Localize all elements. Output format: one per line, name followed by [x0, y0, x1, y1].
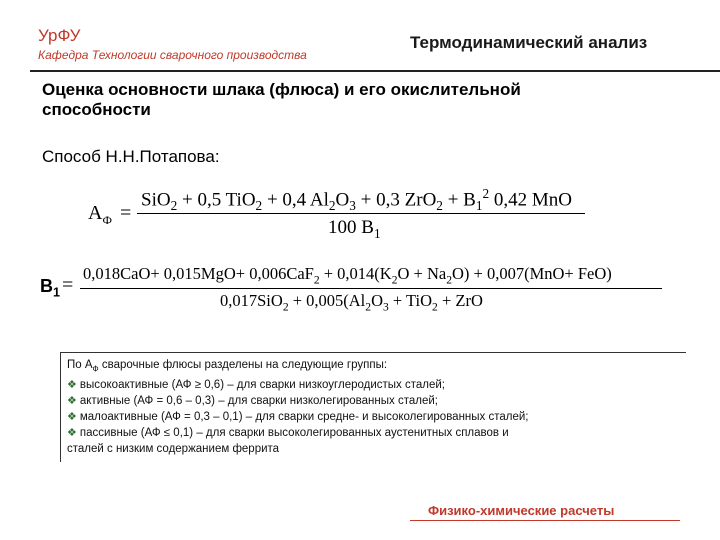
group-item: ❖ пассивные (АФ ≤ 0,1) – для сварки высоколегированных аустенитных сплавов и: [67, 427, 509, 440]
diamond-bullet-icon: ❖: [67, 379, 77, 392]
formula-a-fraction-bar: [137, 213, 585, 214]
formula-a-lhs: $А_Ф$: [88, 202, 112, 227]
formula-b-lhs: $B_1$: [40, 276, 61, 300]
group-item-continuation: сталей с низким содержанием феррита: [67, 443, 280, 456]
formula-b-denominator: $0,017SiO_2 + 0,005(Al_2O_3 + TiO_2$ + ZrO: [220, 291, 483, 314]
slide-title: Оценка основности шлака (флюса) и его окислительной способности: [42, 80, 521, 119]
formula-a-equals: =: [120, 202, 132, 224]
group-item: ❖ активные (АФ = 0,6 – 0,3) – для сварки низколегированных сталей;: [67, 395, 438, 408]
method-label: Способ Н.Н.Потапова:: [42, 147, 220, 166]
diamond-bullet-icon: ❖: [67, 427, 77, 440]
section-title: Термодинамический анализ: [410, 33, 648, 52]
group-item: ❖ высокоактивные (АФ ≥ 0,6) – для сварки низкоуглеродистых сталей;: [67, 379, 446, 392]
diamond-bullet-icon: ❖: [67, 395, 77, 408]
footer-underline: [410, 520, 680, 521]
group-item: ❖ малоактивные (АФ = 0,3 – 0,1) – для сварки средне- и высоколегированных сталей;: [67, 411, 529, 424]
groups-box: [67, 357, 677, 457]
groups-intro: По $А_Ф$ сварочные флюсы разделены на следующие группы:: [67, 359, 388, 374]
footer-label: Физико-химические расчеты: [428, 503, 615, 518]
header-divider: [30, 70, 720, 72]
diamond-bullet-icon: ❖: [67, 411, 77, 424]
formula-b-equals: =: [62, 274, 74, 296]
formula-a-numerator: SiO$_2$ + 0,5 TiO$_2$ + 0,4 $Al_2O_3 + 0,3$ $ZrO_2 + B_1^2$ 0,42 MnO: [141, 186, 573, 214]
formula-a-denominator: 100 $B_1$: [328, 217, 381, 241]
department-name: Кафедра Технологии сварочного производства: [38, 48, 307, 62]
formula-b-numerator: $0,018CaO+ 0,015MgO+ 0,006CaF_2 + 0,014(K_2O + Na_2O) + 0,007(MnO+ FeO)$: [83, 264, 612, 287]
formula-b-fraction-bar: [80, 288, 662, 289]
org-name: УрФУ: [38, 26, 81, 45]
